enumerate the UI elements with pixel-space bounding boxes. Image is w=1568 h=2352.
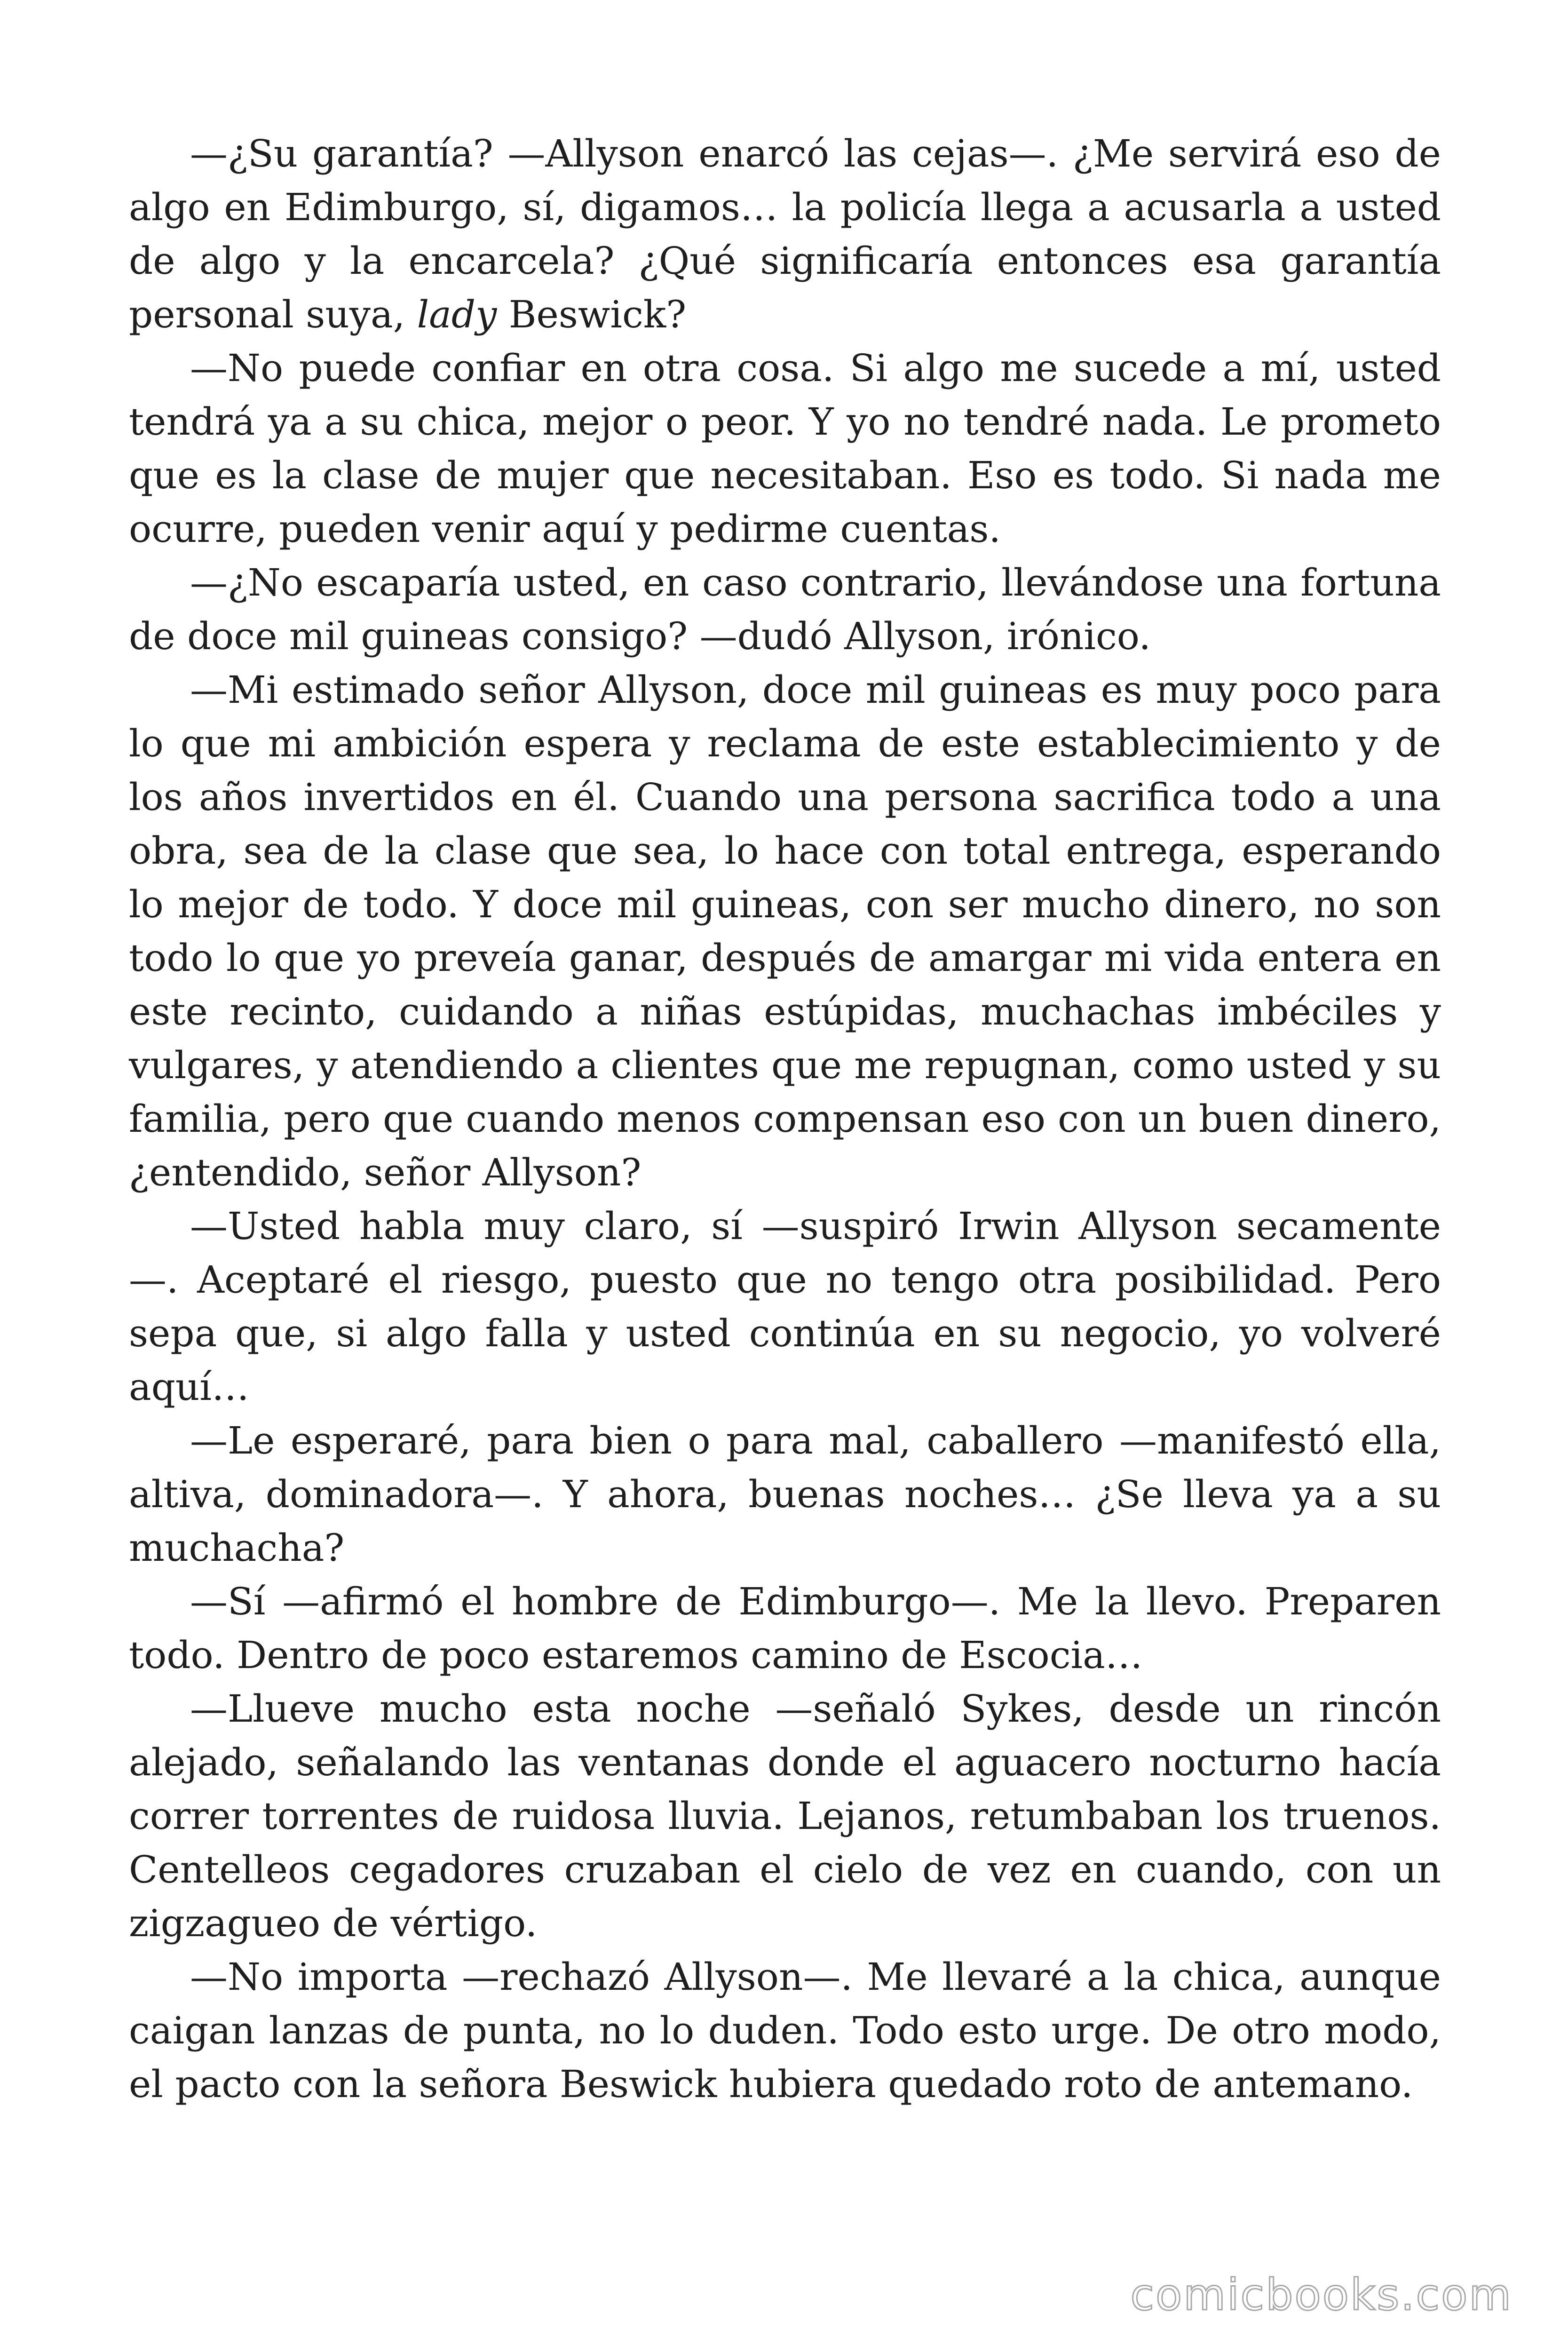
paragraph-5: —Usted habla muy claro, sí —suspiró Irwin Allyson secamente —. Aceptaré el riesgo, puesto que no tengo otra posibilidad. Pero sepa que, si algo falla y usted continúa en su negocio, yo volveré aquí… (129, 1204, 1441, 1409)
paragraph-1-end: Beswick? (497, 293, 687, 336)
watermark: comicbooks.com (1130, 2270, 1513, 2320)
paragraph-1-italic: lady (417, 293, 497, 336)
paragraph-2: —No puede confiar en otra cosa. Si algo me sucede a mí, usted tendrá ya a su chica, mejor o peor. Y yo no tendré nada. Le prometo que es la clase de mujer que necesitaban. Eso es todo. Si nada me ocurre, pueden venir aquí y pedirme cuentas. (129, 346, 1441, 551)
paragraph-8: —Llueve mucho esta noche —señaló Sykes, desde un rincón alejado, señalando las ventanas donde el aguacero nocturno hacía correr torrentes de ruidosa lluvia. Lejanos, retumbaban los truenos. Centelleos cegadores cruzaban el cielo de vez en cuando, con un zigzagueo de vértigo. (129, 1687, 1441, 1945)
paragraph-4: —Mi estimado señor Allyson, doce mil guineas es muy poco para lo que mi ambición espera y reclama de este establecimiento y de los años invertidos en él. Cuando una persona sacrifica todo a una obra, sea de la clase que sea, lo hace con total entrega, esperando lo mejor de todo. Y doce mil guineas, con ser mucho dinero, no son todo lo que yo preveía ganar, después de amargar mi vida entera en este recinto, cuidando a niñas estúpidas, muchachas imbéciles y vulgares, y atendiendo a clientes que me repugnan, como usted y su familia, pero que cuando menos compensan eso con un buen dinero, ¿entendido, señor Allyson? (129, 668, 1441, 1194)
paragraph-9: —No importa —rechazó Allyson—. Me llevaré a la chica, aunque caigan lanzas de punta, no lo duden. Todo esto urge. De otro modo, el pacto con la señora Beswick hubiera quedado roto de antemano. (129, 1955, 1441, 2106)
page-body (129, 127, 1441, 2111)
paragraph-7: —Sí —afirmó el hombre de Edimburgo—. Me la llevo. Preparen todo. Dentro de poco estaremos camino de Escocia… (129, 1580, 1441, 1677)
paragraph-1 (129, 127, 1441, 342)
paragraph-6: —Le esperaré, para bien o para mal, caballero —manifestó ella, altiva, dominadora—. Y ahora, buenas noches… ¿Se lleva ya a su muchacha? (129, 1419, 1441, 1570)
paragraph-3: —¿No escaparía usted, en caso contrario, llevándose una fortuna de doce mil guineas consigo? —dudó Allyson, irónico. (129, 561, 1441, 658)
paragraph-1-start: —¿Su garantía? —Allyson enarcó las cejas—. ¿Me servirá eso de algo en Edimburgo, sí, digamos… la policía llega a acusarla a usted de algo y la encarcela? ¿Qué significaría entonces esa garantía personal suya, (129, 132, 1441, 336)
